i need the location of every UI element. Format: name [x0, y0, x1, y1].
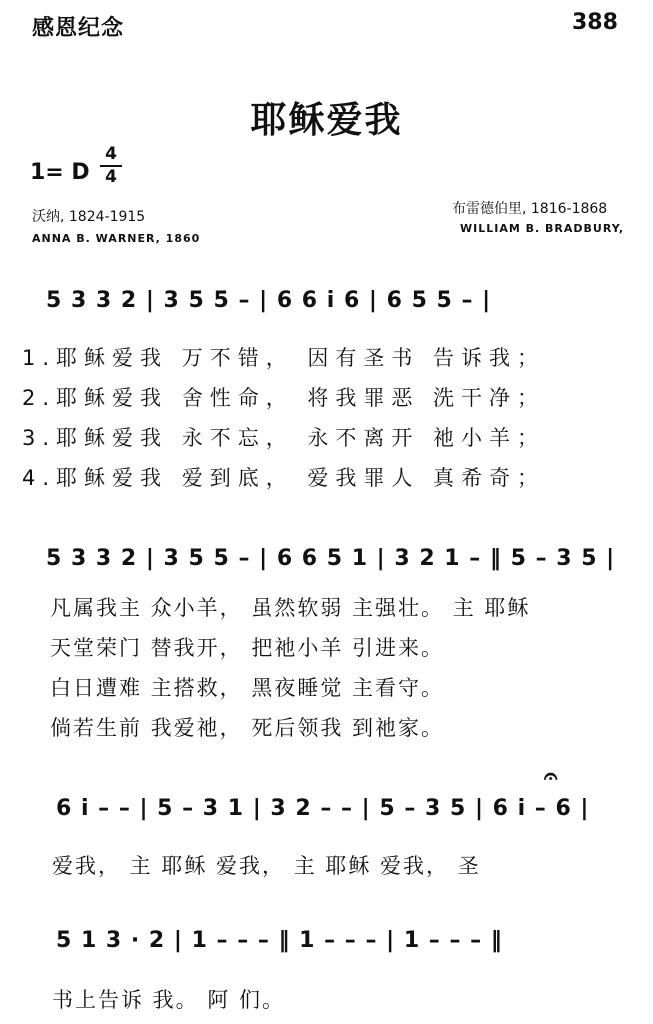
notation-line-3: 6 i – – | 5 – 3 1 | 3 2 – – | 5 – 3 5 | 6 i – 6 |	[56, 796, 590, 821]
hymn-title: 耶稣爱我	[250, 100, 403, 141]
notation-line-4: 5 1 3 · 2 | 1 – – – ‖ 1 – – – | 1 – – – ‖	[56, 928, 503, 953]
verse-1-line-2: 凡属我主 众小羊， 虽然软弱 主强壮。 主 耶稣	[50, 596, 531, 620]
verse-3-line-1: 3.耶稣爱我 永不忘， 永不离开 祂小羊；	[22, 426, 546, 450]
lyricist-en: ANNA B. WARNER, 1860	[32, 232, 201, 245]
composer-cn: 布雷德伯里, 1816-1868	[452, 201, 608, 217]
verse-3-line-2: 白日遭难 主搭救， 黑夜睡觉 主看守。	[50, 676, 445, 700]
hymn-category: 感恩纪念	[32, 16, 125, 41]
time-signature	[100, 145, 122, 187]
notation-line-2: 5 3 3 2 | 3 5 5 – | 6 6 5 1 | 3 2 1 – ‖ 5 – 3 5 |	[46, 546, 616, 571]
verse-1-line-1: 1.耶稣爱我 万不错， 因有圣书 告诉我；	[22, 346, 546, 370]
key-signature: 1= D	[30, 160, 90, 185]
fermata-icon: 𝄐	[544, 762, 558, 790]
refrain-lyric-line-3: 爱我， 主 耶稣 爱我， 主 耶稣 爱我， 圣	[52, 854, 481, 878]
verse-2-line-1: 2.耶稣爱我 舍性命， 将我罪恶 洗干净；	[22, 386, 546, 410]
verse-2-line-2: 天堂荣门 替我开， 把祂小羊 引进来。	[50, 636, 445, 660]
composer-en: WILLIAM B. BRADBURY,	[460, 222, 625, 235]
time-signature-top: 4	[105, 144, 117, 164]
verse-4-line-1: 4.耶稣爱我 爱到底， 爱我罪人 真希奇；	[22, 466, 546, 490]
lyricist-cn: 沃纳, 1824-1915	[32, 209, 146, 225]
verse-4-line-2: 倘若生前 我爱祂， 死后领我 到祂家。	[50, 716, 445, 740]
refrain-lyric-line-4: 书上告诉 我。 阿 们。	[52, 988, 286, 1012]
notation-line-1: 5 3 3 2 | 3 5 5 – | 6 6 i 6 | 6 5 5 – |	[46, 288, 492, 313]
page-number: 388	[572, 10, 618, 35]
time-signature-bottom: 4	[105, 167, 117, 187]
